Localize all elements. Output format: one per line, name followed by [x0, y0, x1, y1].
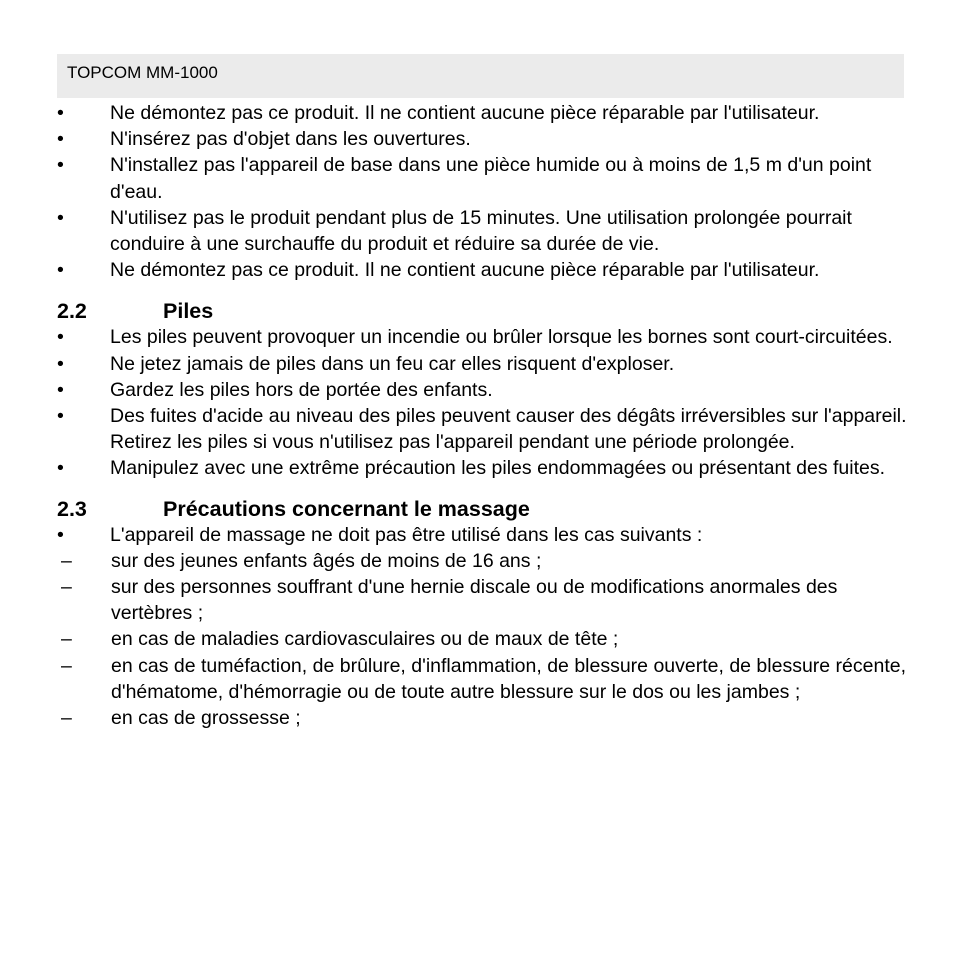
- piles-list: [57, 324, 907, 481]
- list-item-text: N'insérez pas d'objet dans les ouvertures.: [110, 128, 471, 151]
- list-item-text: Ne démontez pas ce produit. Il ne contient aucune pièce réparable par l'utilisateur.: [110, 259, 820, 282]
- massage-sublist: [57, 548, 907, 731]
- bullet-marker: •: [57, 206, 64, 229]
- section-title: Précautions concernant le massage: [163, 496, 530, 521]
- sub-list-item-text: en cas de grossesse ;: [111, 707, 301, 730]
- sub-list-item: [57, 653, 907, 705]
- bullet-marker: •: [57, 405, 64, 428]
- section-number: 2.3: [57, 496, 87, 521]
- header-title: TOPCOM MM-1000: [67, 63, 218, 82]
- list-item-text: Ne jetez jamais de piles dans un feu car elles risquent d'exploser.: [110, 352, 675, 375]
- bullet-marker: •: [57, 457, 64, 480]
- sub-list-item: [57, 548, 907, 574]
- sub-list-item: [57, 574, 907, 626]
- intro-list: [57, 100, 907, 283]
- bullet-marker: •: [57, 326, 64, 349]
- list-item: [57, 455, 907, 481]
- sub-list-item-text: en cas de tuméfaction, de brûlure, d'inflammation, de blessure ouverte, de blessure récente, d'hématome, d'hémorragie ou de toute autre blessure sur le dos ou les jambes ;: [111, 654, 907, 703]
- bullet-marker: •: [57, 523, 64, 546]
- list-item-text: N'installez pas l'appareil de base dans une pièce humide ou à moins de 1,5 m d'un point d'eau.: [110, 154, 872, 203]
- list-item: [57, 351, 907, 377]
- list-item-text: N'utilisez pas le produit pendant plus de 15 minutes. Une utilisation prolongée pourrait conduire à une surchauffe du produit et réduire sa durée de vie.: [110, 206, 852, 256]
- section-number: 2.2: [57, 299, 87, 324]
- dash-marker: –: [61, 576, 72, 599]
- list-item: [57, 100, 907, 126]
- page-header: [57, 54, 904, 98]
- document-body: [57, 100, 907, 731]
- list-item-text: L'appareil de massage ne doit pas être utilisé dans les cas suivants :: [110, 523, 703, 546]
- sub-list-item: [57, 705, 907, 731]
- list-item: [57, 324, 907, 350]
- bullet-marker: •: [57, 352, 64, 375]
- list-item: [57, 152, 907, 204]
- bullet-marker: •: [57, 378, 64, 401]
- list-item: [57, 205, 907, 257]
- dash-marker: –: [61, 707, 72, 730]
- list-item: [57, 522, 907, 548]
- list-item: [57, 257, 907, 283]
- bullet-marker: •: [57, 102, 64, 124]
- dash-marker: –: [61, 654, 72, 677]
- list-item-text: Manipulez avec une extrême précaution les piles endommagées ou présentant des fuites.: [110, 457, 886, 480]
- list-item-text: Des fuites d'acide au niveau des piles peuvent causer des dégâts irréversibles sur l'appareil. Retirez les piles si vous n'utilisez pas l'appareil pendant une période prolongée.: [110, 405, 907, 454]
- section-heading-massage: [57, 496, 907, 522]
- list-item: [57, 377, 907, 403]
- sub-list-item-text: sur des personnes souffrant d'une hernie discale ou de modifications anormales des vertèbres ;: [111, 576, 838, 625]
- dash-marker: –: [61, 628, 72, 651]
- list-item: [57, 126, 907, 152]
- section-title: Piles: [163, 299, 214, 324]
- section-heading-piles: [57, 298, 907, 324]
- bullet-marker: •: [57, 128, 64, 151]
- list-item: [57, 403, 907, 455]
- dash-marker: –: [61, 549, 72, 572]
- list-item-text: Ne démontez pas ce produit. Il ne contient aucune pièce réparable par l'utilisateur.: [110, 102, 820, 124]
- sub-list-item-text: sur des jeunes enfants âgés de moins de 16 ans ;: [111, 549, 542, 572]
- sub-list-item-text: en cas de maladies cardiovasculaires ou de maux de tête ;: [111, 628, 619, 651]
- massage-list: [57, 522, 907, 548]
- list-item-text: Les piles peuvent provoquer un incendie ou brûler lorsque les bornes sont court-circuitées.: [110, 326, 893, 349]
- bullet-marker: •: [57, 259, 64, 282]
- bullet-marker: •: [57, 154, 64, 177]
- sub-list-item: [57, 626, 907, 652]
- list-item-text: Gardez les piles hors de portée des enfants.: [110, 378, 493, 401]
